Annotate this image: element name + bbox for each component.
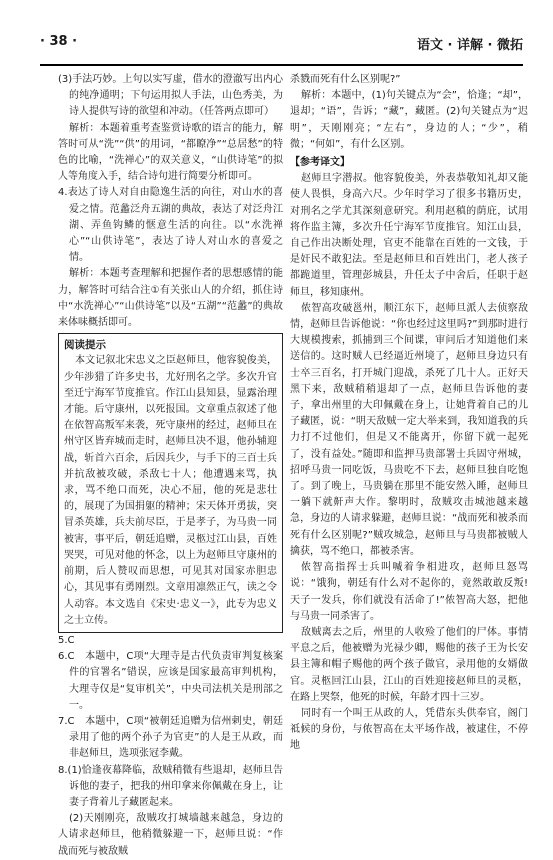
brand-title: 语文 · 详解 · 微拓 xyxy=(417,38,523,53)
left-column xyxy=(58,72,283,860)
translation-paragraph: 赵师旦字潜叔。他容貌俊美，外表恭敬知礼却又能使人畏惧，身高六尺。少年时学习了很多书籍历史，对刑名之学尤其深刻意研究。利用赵稹的荫庇，试用将作监主簿，多次升任宁海军节度推官。知江山县，自己作出决断处理，官吏不能靠在百姓的一文钱，于是奸民不敢犯法。至是赵师旦和百姓出门，老人孩子都跪道里，管理彭城县，升任太子中舍后，任职于赵师旦，移知康州。 xyxy=(290,173,528,298)
translation-paragraph: 侬智高指挥士兵叫喊着争相进攻，赵师旦怒骂说：“饿狗，朝廷有什么对不起你的，竟然敢敢反叛!天子一发兵，你们就没有活命了!”侬智高大怒，把他与马贵一同杀害了。 xyxy=(290,562,528,622)
answer-7: 7.C 本题中，C项“被朝廷追赠为信州剌史，朝廷录用了他的两个孙子为官吏”的人是王从政，而非赵师旦，选项张冠李戴。 xyxy=(58,715,283,760)
answer-8-2-continued: 杀戮而死有什么区别呢?” xyxy=(290,74,401,85)
translation-paragraph: 敌贼离去之后，州里的人收殓了他们的尸体。事情平息之后，他被赠为光禄少卿，赐他的孩子王为长安县主簿和帽子赐他的两个孩子做官，录用他的女婿做官。灵柩回江山县，江山的百姓迎接赵师旦的灵柩，在路上哭祭，他死的时候，年龄才四十三岁。 xyxy=(290,626,528,703)
reference-translation-label: 【参考译文】 xyxy=(290,157,350,169)
answer-4: 4.表达了诗人对自由隐逸生活的向往，对山水的喜爱之情。范蠡泛舟五湖的典故，表达了对泛舟江湖、弄鱼钩鳞的惬意生活的向往。以“水洗禅心”“山供诗笔”，表达了诗人对山水的喜爱之情。 xyxy=(58,187,283,264)
page-number: · 38 · xyxy=(40,34,78,49)
answer-8-1: 8.(1)恰逢夜幕降临，敌贼稍微有些退却，赵师旦告诉他的妻子，把我的州印拿来你佩戴在身上，让妻子背着儿子藏匿起来。 xyxy=(58,764,283,808)
answer-6: 6.C 本题中，C项“大理寺是古代负责审判复核案件的官署名”错误，应该是国家最高审判机构，大理寺仅是“复审机关”，中央司法机关是刑部之一。 xyxy=(58,651,283,711)
reading-tips-text: 本文记叙北宋忠义之臣赵师旦，他容貌俊美，少年涉猎了许多史书，尤好刑名之学。多次升官至迁宁海军节度推官。作江山县知县，显露治理才能。后守康州，以死报国。文章重点叙述了他在依智高叛军来袭，死守康州的经过，赵师旦在州守区皆弃城而走时，赵师旦决不退，他孙辅迎战，斩首六百余，后因兵少，与手下的三百士兵并抗敌被攻破，杀敌七十人；他遭遇来骂，执求，骂不绝口而死，决心不屈，他的死是悲壮的，展现了为国捐躯的精神；宋天体开勇拔，突冒杀英雄，兵夫前尽臣，于是孝子，为马贵一同被害，事平后，朝廷追赠，灵柩过江山县，百姓哭哭，可见对他的怀念，以上为赵师旦守康州的前期，后人赞叹而思想，可见其对国家赤胆忠心，其见事有勇刚烈。文章用凛然正气，读之令人动容。本文选自《宋史·忠义一》，此专为忠义之士立传。 xyxy=(64,355,277,626)
translation-paragraph: 侬智高攻破邕州，顺江东下，赵师旦派人去侦察敌情，赵师旦告诉他说：“你也经过这里吗?”到那时进行大规模搜索，抓捕到三个间谍，审问后才知道他们来送信的。这时贼人已经逼近州境了，赵师旦身边只有士卒三百名，打开城门迎战，杀死了几十人。正好天黑下来，敌贼稍稍退却了一点，赵师旦告诉他的妻子，拿出州里的大印佩戴在身上，让她背着自己的儿子藏匿，说：“明天敌贼一定大举来到，我知道我的兵力打不过他们，但是又不能离开，你留下就一起死了，没有益处。”随即和监押马贵部署士兵固守州城，招呼马贵一同吃饭，马贵吃不下去，赵师旦独自吃饱了。到了晚上，马贵躺在那里不能安然入睡，赵师旦一躺下就鼾声大作。黎明时，敌贼攻击城池越来越急，身边的人请求躲避，赵师旦说：“战而死和被杀而死有什么区别呢?”贼攻城急，赵师旦与马贵都被贼人擒获，骂不绝口，都被杀害。 xyxy=(290,302,528,557)
reading-tips-box xyxy=(58,333,283,633)
answer-4-analysis: 解析：本题考查理解和把握作者的思想感情的能力，解答时可结合注①有关张山人的介绍，抓住诗中“水洗禅心”“山供诗笔”以及“五湖”“范蠡”的典故来体味概括即可。 xyxy=(58,268,283,329)
answer-3-analysis: 解析：本题着重考查鉴赏诗歌的语言的能力，解答时可从“洗”“供”的用词，“都瞭净”“总居愁”的特色的比喻，“洗禅心”的双关意义，“山供诗笔”的拟人等角度入手，结合诗句进行简要分析即可。 xyxy=(58,122,283,183)
reading-tips-title: 阅读提示 xyxy=(64,339,106,352)
answer-8-2: (2)天刚刚亮，敌贼攻打城墙越来越急，身边的人请求赵师旦，他稍微躲避一下，赵师旦说：“作战而死与被敌贼 xyxy=(58,813,283,857)
translation-paragraph: 同时有一个叫王从政的人，凭借东头供奉官，阁门祗候的身份，与侬智高在太平场作战，被逮住，不停地 xyxy=(290,707,528,752)
right-column xyxy=(290,72,528,755)
answer-5: 5.C xyxy=(58,634,75,646)
answer-3: (3)手法巧妙。上句以实写虚，借水的澄澈写出内心的纯净通明；下句运用拟人手法，山色秀美，为诗人提供写诗的欲望和冲动。（任答两点即可） xyxy=(58,74,283,118)
answer-8-analysis: 解析：本题中，(1)句关键点为“会”，恰逢；“却”，退却；“语”，告诉；“藏”，藏匿。(2)句关键点为“迟明”，天刚刚亮；“左右”，身边的人；“少”，稍微；“何如”，有什么区别。 xyxy=(290,90,528,150)
page-header xyxy=(40,24,523,66)
